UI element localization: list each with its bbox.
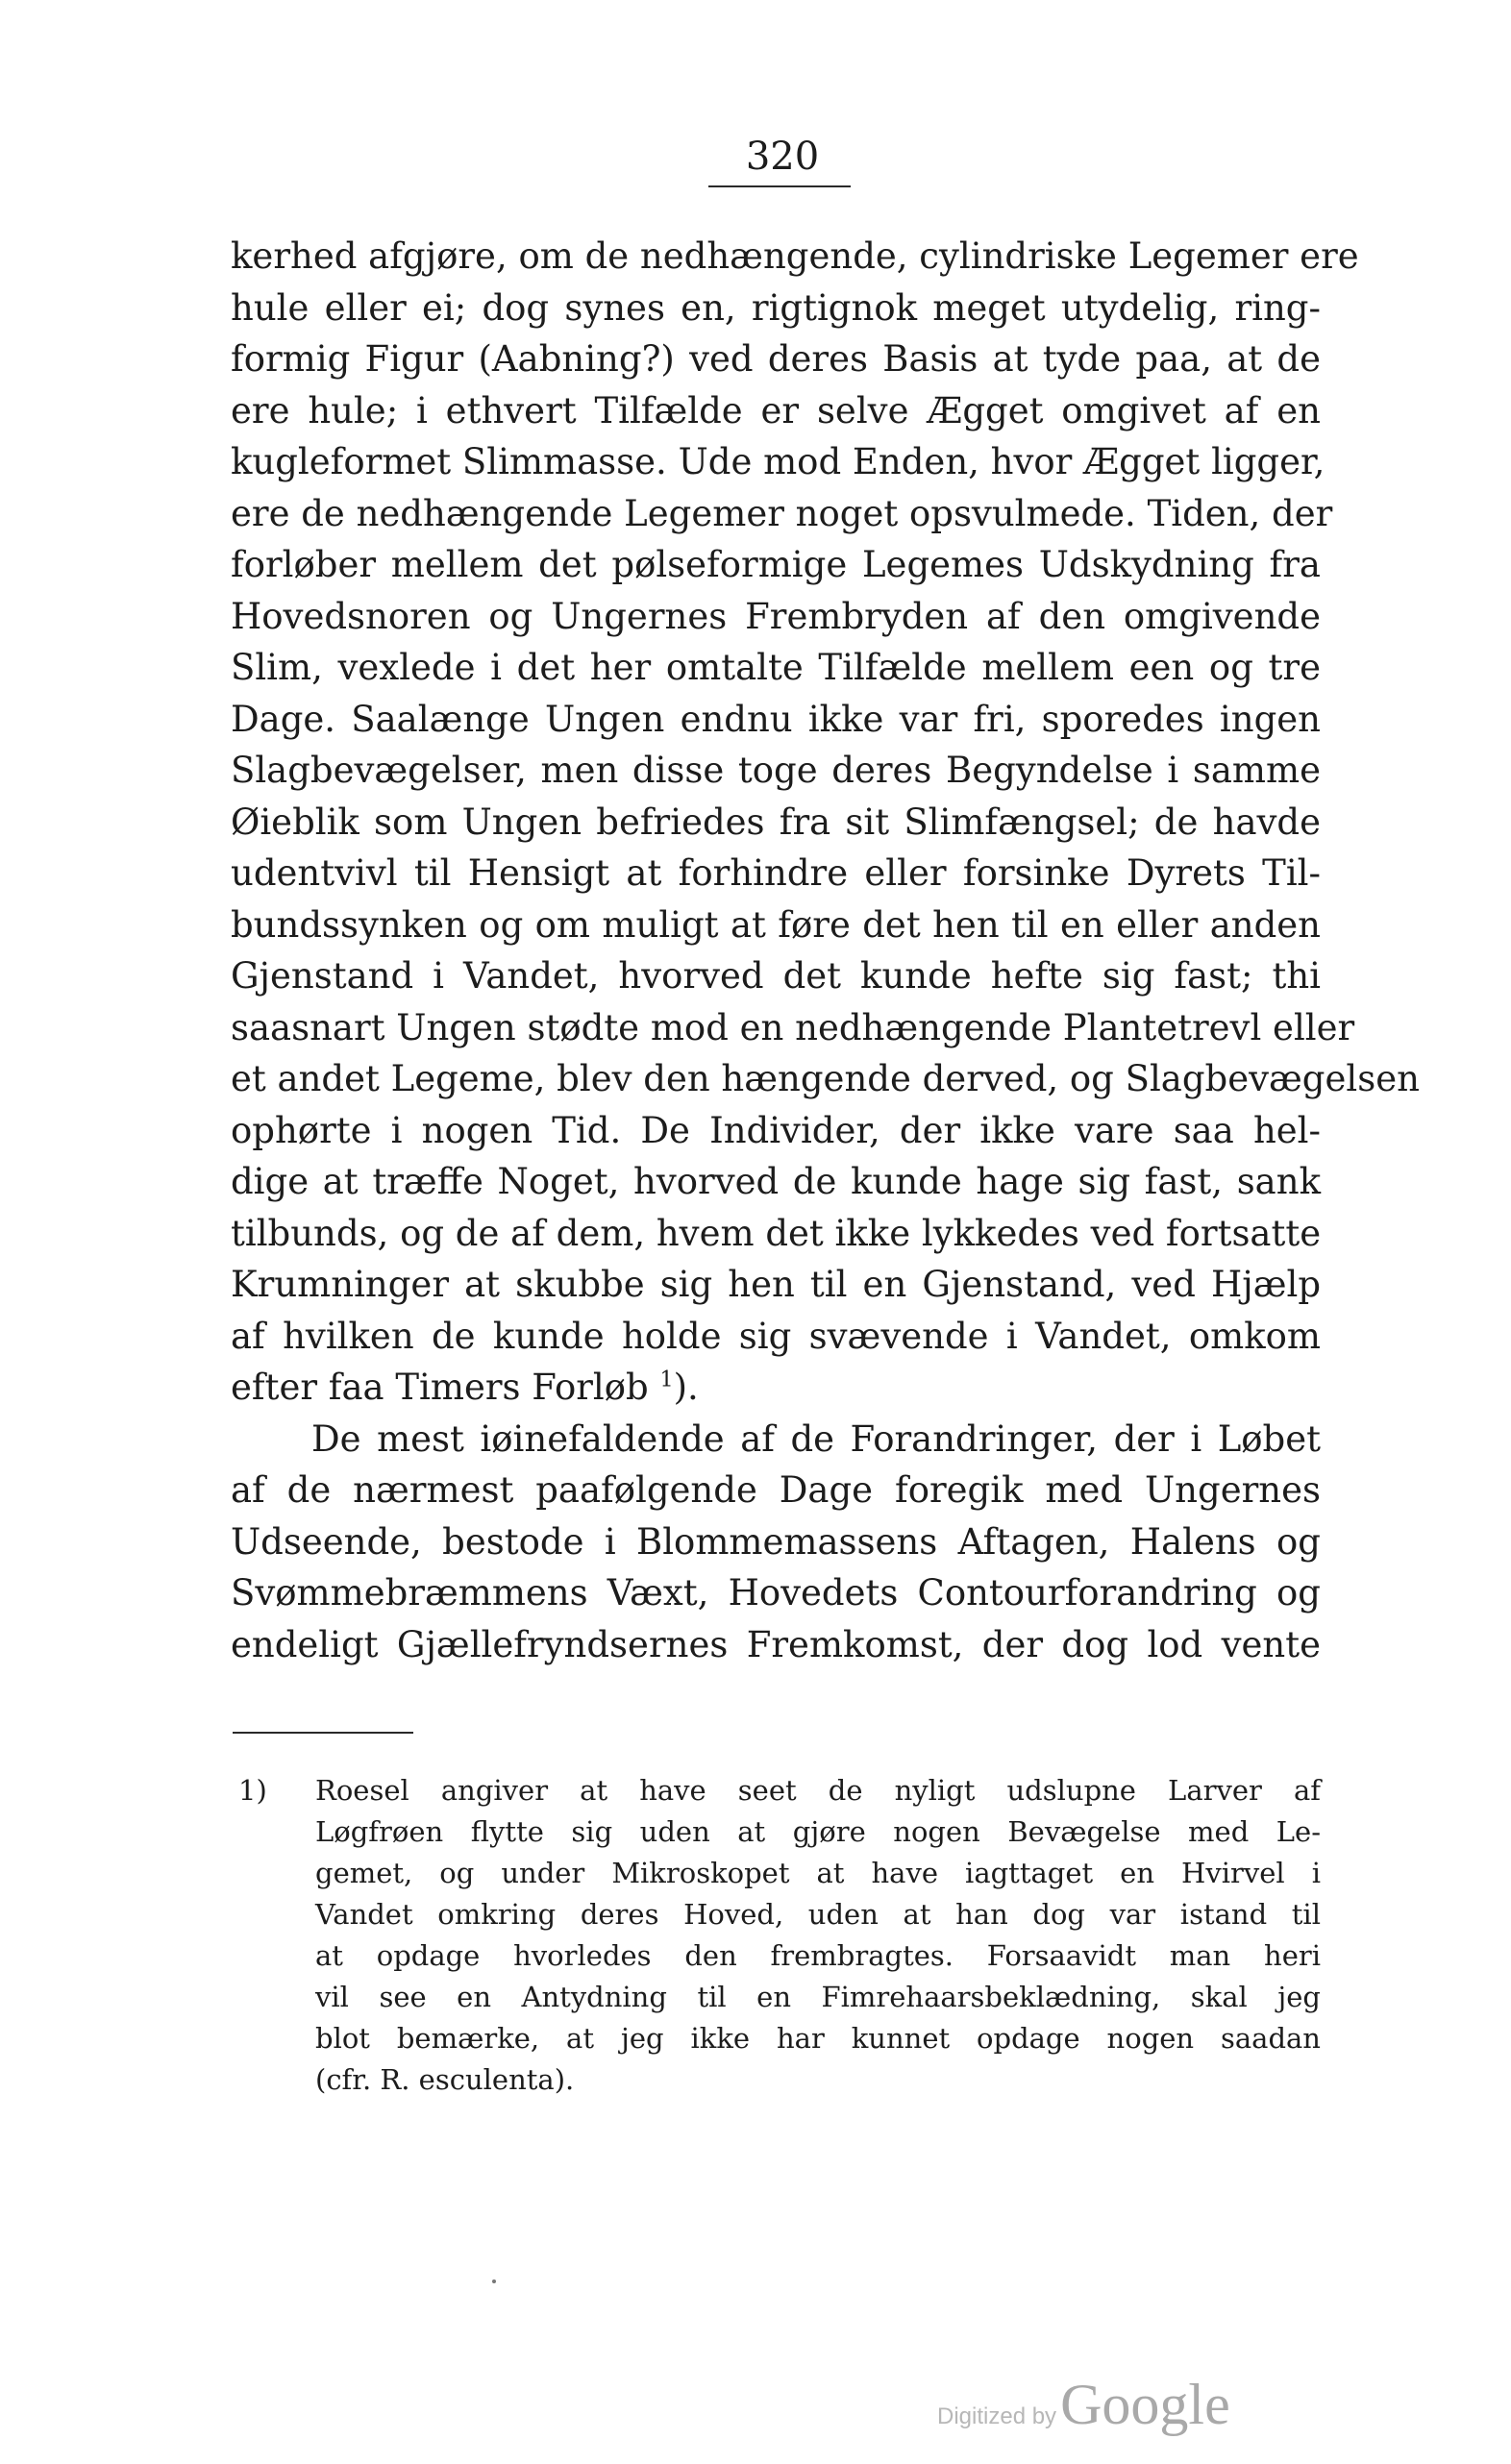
paragraph-line: endeligt Gjællefryndsernes Fremkomst, der dog lod vente (231, 1623, 1321, 1665)
speck-mark (492, 2279, 496, 2283)
footnote-line: blot bemærke, at jeg ikke har kunnet opdage nogen saadan (315, 2022, 1321, 2055)
body-line: hule eller ei; dog synes en, rigtignok meget utydelig, ring- (231, 286, 1321, 329)
body-line: tilbunds, og de af dem, hvem det ikke lykkedes ved fortsatte (231, 1212, 1322, 1254)
paragraph-line: af de nærmest paafølgende Dage foregik med Ungernes (231, 1469, 1321, 1511)
body-line: ere hule; i ethvert Tilfælde er selve Ægget omgivet af en (231, 389, 1321, 431)
footnote (238, 1770, 1321, 2101)
footnote-line: Vandet omkring deres Hoved, uden at han dog var istand til (315, 1898, 1321, 1931)
body-line-tail: ). (673, 1367, 699, 1408)
body-line: ophørte i nogen Tid. De Individer, der ikke vare saa hel- (231, 1109, 1321, 1151)
body-line: udentvivl til Hensigt at forhindre eller forsinke Dyrets Til- (231, 852, 1321, 894)
body-line: af hvilken de kunde holde sig svævende i Vandet, omkom (231, 1315, 1321, 1357)
body-line: bundssynken og om muligt at føre det hen til en eller anden (231, 903, 1321, 946)
body-text (231, 231, 1420, 1670)
digitized-watermark (937, 2372, 1230, 2438)
body-line: Slim, vexlede i det her omtalte Tilfælde mellem een og tre (231, 647, 1321, 688)
paragraph-line: De mest iøinefaldende af de Forandringer, der i Løbet (311, 1417, 1321, 1460)
watermark-prefix: Digitized by (937, 2403, 1057, 2429)
paragraph-line: Udseende, bestode i Blommemassens Aftagen, Halens og (231, 1520, 1321, 1563)
body-line: Slagbevægelser, men disse toge deres Begyndelse i samme (231, 750, 1321, 791)
watermark-logo: Google (1060, 2373, 1230, 2436)
footnote-line: Roesel angiver at have seet de nyligt udslupne Larver af (315, 1774, 1321, 1807)
body-line: Gjenstand i Vandet, hvorved det kunde hefte sig fast; thi (231, 955, 1321, 997)
page-number-underline (708, 185, 851, 187)
body-line-last (231, 1362, 1321, 1414)
page-number: 320 (745, 135, 820, 179)
body-line: saasnart Ungen stødte mod en nedhængende Plantetrevl eller (231, 1006, 1355, 1048)
body-line: ere de nedhængende Legemer noget opsvulmede. Tiden, der (231, 492, 1333, 534)
footnote-reference[interactable]: 1 (659, 1367, 674, 1392)
body-line: et andet Legeme, blev den hængende derved, og Slagbevægelsen (231, 1058, 1420, 1099)
body-line: kerhed afgjøre, om de nedhængende, cylindriske Legemer ere (231, 235, 1359, 277)
body-line: Hovedsnoren og Ungernes Frembryden af den omgivende (231, 595, 1321, 637)
footnote-line: at opdage hvorledes den frembragtes. Forsaavidt man heri (315, 1939, 1321, 1972)
body-line: kugleformet Slimmasse. Ude mod Enden, hvor Ægget ligger, (231, 441, 1325, 482)
body-line-text: efter faa Timers Forløb (231, 1367, 649, 1408)
paragraph-line: Svømmebræmmens Væxt, Hovedets Contourforandring og (231, 1572, 1321, 1614)
body-line: dige at træffe Noget, hvorved de kunde hage sig fast, sank (231, 1161, 1321, 1202)
footnote-separator (233, 1732, 413, 1734)
body-line: formig Figur (Aabning?) ved deres Basis at tyde paa, at de (231, 338, 1321, 380)
footnote-line: vil see en Antydning til en Fimrehaarsbeklædning, skal jeg (315, 1981, 1321, 2013)
body-line: Dage. Saalænge Ungen endnu ikke var fri, sporedes ingen (231, 698, 1321, 740)
body-line: Øieblik som Ungen befriedes fra sit Slimfængsel; de havde (231, 801, 1321, 843)
footnote-marker: 1) (238, 1774, 267, 1807)
footnote-line: gemet, og under Mikroskopet at have iagttaget en Hvirvel i (315, 1857, 1321, 1889)
body-line: Krumninger at skubbe sig hen til en Gjenstand, ved Hjælp (231, 1264, 1321, 1305)
footnote-line: Løgfrøen flytte sig uden at gjøre nogen Bevægelse med Le- (315, 1815, 1321, 1848)
body-line: forløber mellem det pølseformige Legemes Udskydning fra (231, 544, 1321, 585)
footnote-line: (cfr. R. esculenta). (315, 2063, 575, 2096)
